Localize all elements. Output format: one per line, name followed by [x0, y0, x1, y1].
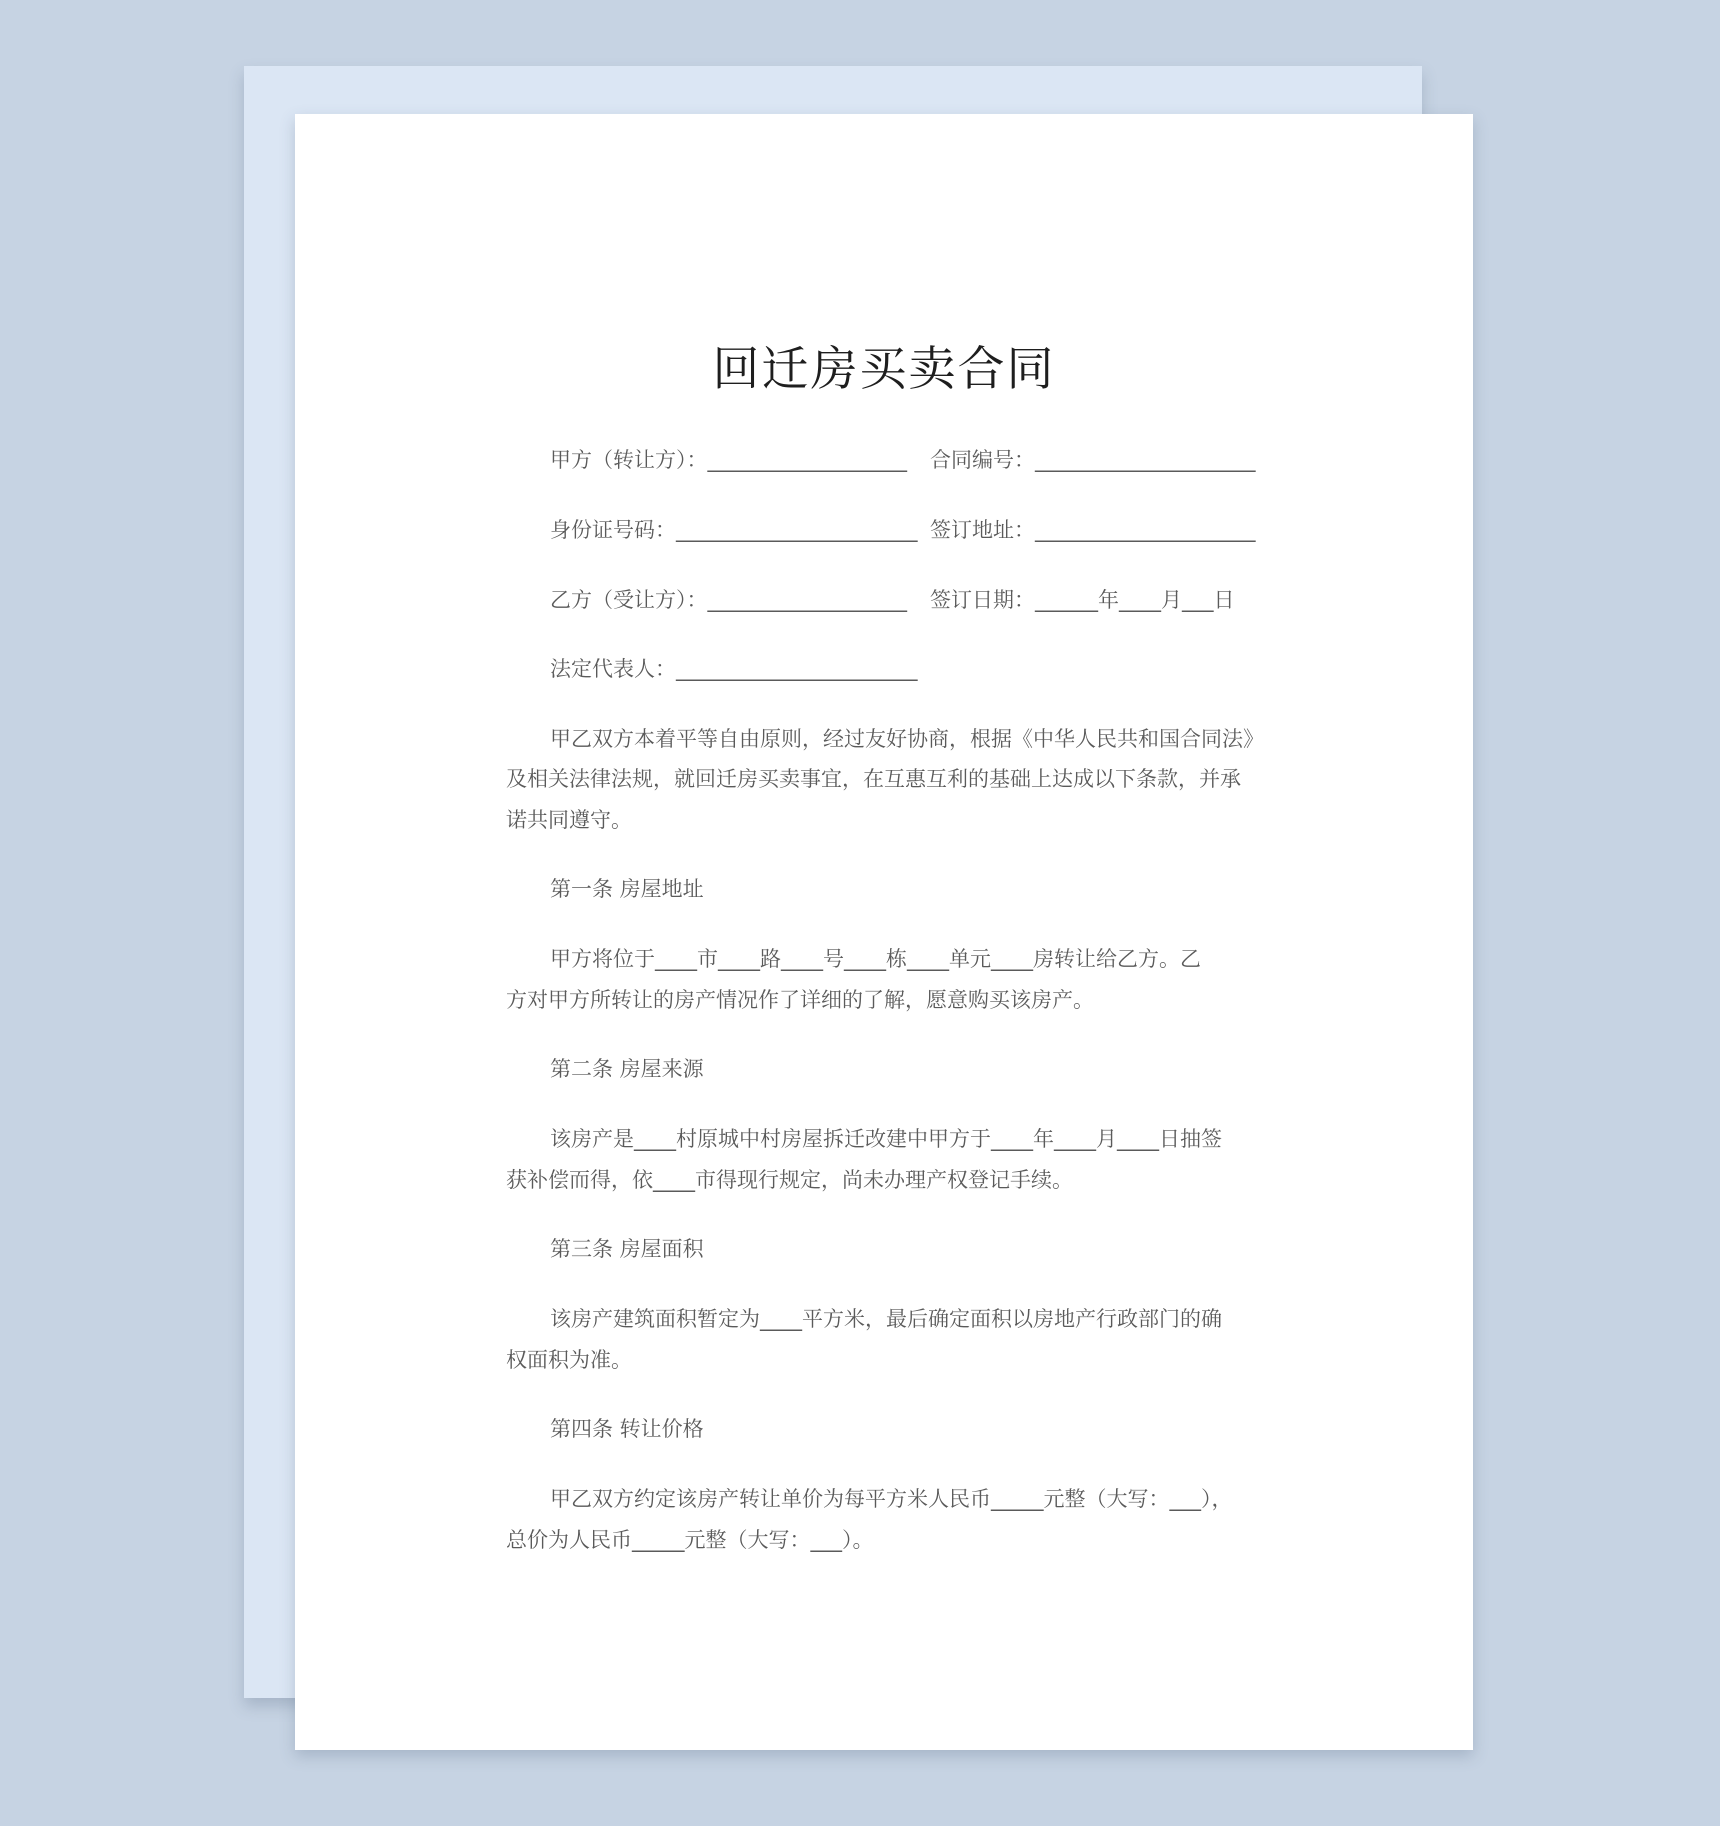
article-3-heading: 第三条 房屋面积 — [550, 1237, 704, 1261]
field-row-party-b — [550, 586, 1320, 614]
field-row-id — [550, 516, 1320, 544]
article-2-heading: 第二条 房屋来源 — [550, 1057, 704, 1081]
article-4-line-2: 总价为人民币_____元整（大写：___）。 — [506, 1528, 874, 1552]
party-b-field: 乙方（受让方）：___________________ — [550, 588, 907, 612]
article-1-line-1: 甲方将位于____市____路____号____栋____单元____房转让给乙方。乙 — [550, 947, 1201, 971]
sign-address-field: 签订地址：_____________________ — [930, 518, 1256, 542]
party-a-field: 甲方（转让方）：___________________ — [550, 448, 907, 472]
article-2-line-1: 该房产是____村原城中村房屋拆迁改建中甲方于____年____月____日抽签 — [550, 1127, 1222, 1151]
intro-line-2: 及相关法律法规，就回迁房买卖事宜，在互惠互利的基础上达成以下条款，并承 — [506, 767, 1241, 791]
intro-line-3: 诺共同遵守。 — [506, 808, 632, 832]
legal-rep-field: 法定代表人：_______________________ — [550, 657, 918, 681]
article-1-heading: 第一条 房屋地址 — [550, 877, 704, 901]
article-2-line-2: 获补偿而得，依____市得现行规定，尚未办理产权登记手续。 — [506, 1168, 1073, 1192]
article-1-line-2: 方对甲方所转让的房产情况作了详细的了解，愿意购买该房产。 — [506, 988, 1094, 1012]
intro-line-1: 甲乙双方本着平等自由原则，经过友好协商，根据《中华人民共和国合同法》 — [550, 727, 1264, 751]
document-title: 回迁房买卖合同 — [712, 342, 1056, 397]
document-page — [295, 114, 1473, 1750]
id-number-field: 身份证号码：_______________________ — [550, 518, 918, 542]
contract-no-field: 合同编号：_____________________ — [930, 448, 1256, 472]
sign-date-field: 签订日期：______年____月___日 — [930, 588, 1235, 612]
article-4-heading: 第四条 转让价格 — [550, 1417, 704, 1441]
article-4-line-1: 甲乙双方约定该房产转让单价为每平方米人民币_____元整（大写：___）， — [550, 1487, 1233, 1511]
article-3-line-1: 该房产建筑面积暂定为____平方米，最后确定面积以房地产行政部门的确 — [550, 1307, 1222, 1331]
field-row-party-a — [550, 446, 1320, 474]
article-3-line-2: 权面积为准。 — [506, 1348, 632, 1372]
